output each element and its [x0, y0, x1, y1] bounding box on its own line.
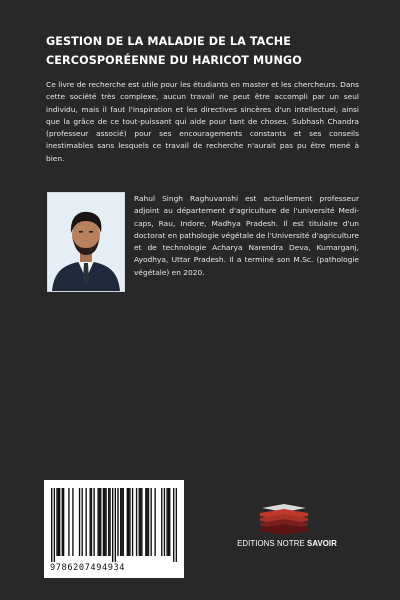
barcode-bar [91, 488, 92, 556]
book-title [46, 32, 366, 70]
author-portrait-image [48, 193, 124, 291]
publisher-name-part2: SAVOIR [307, 539, 337, 548]
barcode-bar [62, 488, 63, 556]
barcode-bar [164, 488, 165, 556]
barcode-bar [139, 488, 140, 556]
barcode-bar [128, 488, 129, 556]
barcode-bar [166, 488, 167, 556]
barcode-bar [140, 488, 141, 556]
barcode-bar [169, 488, 170, 556]
barcode-bar [89, 488, 90, 556]
barcode-bar [56, 488, 57, 556]
barcode-bar [148, 488, 149, 556]
barcode-bar [109, 488, 110, 556]
barcode-bar [59, 488, 60, 556]
barcode-bar [103, 488, 104, 556]
barcode-bar [72, 488, 73, 556]
barcode-bar [154, 488, 155, 556]
barcode-bar [120, 488, 121, 556]
title-line-1: GESTION DE LA MALADIE DE LA TACHE [46, 35, 291, 48]
barcode-bar [79, 488, 80, 556]
publisher-name-part1: EDITIONS NOTRE [237, 539, 308, 548]
barcode-bar [129, 488, 130, 556]
isbn-barcode [44, 480, 184, 578]
barcode-bar [127, 488, 128, 556]
barcode-bar [117, 488, 118, 556]
barcode-bar [97, 488, 98, 556]
publisher-name [232, 539, 342, 548]
barcode-bar [105, 488, 106, 556]
book-blurb: Ce livre de recherche est utile pour les étudiants en master et les chercheurs. Dans cette société très complexe, aucun travail ne peut être accompli par un seul individu, mais il faut l'inspiration et les directives sincères d'un intellectuel, ainsi que la grâce de ce tout-puissant qui aide pour tant de choses. Subhash Chandra (professeur associé) pour ses encouragements constants et ses conseils inestimables sans lesquels ce travail de recherche n'aurait pas pu être mené à bien. [46, 80, 359, 163]
barcode-bar [136, 488, 137, 556]
author-bio: Rahul Singh Raghuvanshi est actuellement professeur adjoint au département d'agriculture de l'université Medi-caps, Rau, Indore, Madhya Pradesh. Il est titulaire d'un doctorat en pathologie végétale de l'Université d'agriculture et de technologie Acharya Narendra Deva, Kumarganj, Ayodhya, Uttar Pradesh. Il a terminé son M.Sc. (pathologie végétale) en 2020. [134, 194, 359, 277]
barcode-bar [51, 488, 52, 562]
barcode-bar [121, 488, 122, 556]
barcode-bar [82, 488, 83, 556]
barcode-bar [173, 488, 174, 562]
barcode-bar [145, 488, 146, 556]
barcode-bar [161, 488, 162, 556]
title-line-2: CERCOSPORÉENNE DU HARICOT MUNGO [46, 54, 302, 67]
barcode-bar [168, 488, 169, 556]
barcode-bar [63, 488, 64, 556]
barcode-bar [108, 488, 109, 556]
barcode-bars [51, 488, 177, 562]
barcode-bar [115, 488, 116, 562]
barcode-bar [104, 488, 105, 556]
author-photo [47, 192, 125, 292]
barcode-bar [141, 488, 142, 556]
barcode-bar [93, 488, 94, 556]
barcode-bar [68, 488, 69, 556]
barcode-bar [85, 488, 86, 556]
barcode-bar [132, 488, 133, 556]
isbn-number: 9786207494934 [50, 563, 126, 573]
barcode-bar [176, 488, 177, 562]
barcode-bar [150, 488, 151, 556]
barcode-bar [58, 488, 59, 556]
barcode-bar [123, 488, 124, 556]
barcode-bar [112, 488, 113, 562]
barcode-bar [54, 488, 55, 562]
barcode-bar [100, 488, 101, 556]
barcode-bar [146, 488, 147, 556]
barcode-bar [99, 488, 100, 556]
